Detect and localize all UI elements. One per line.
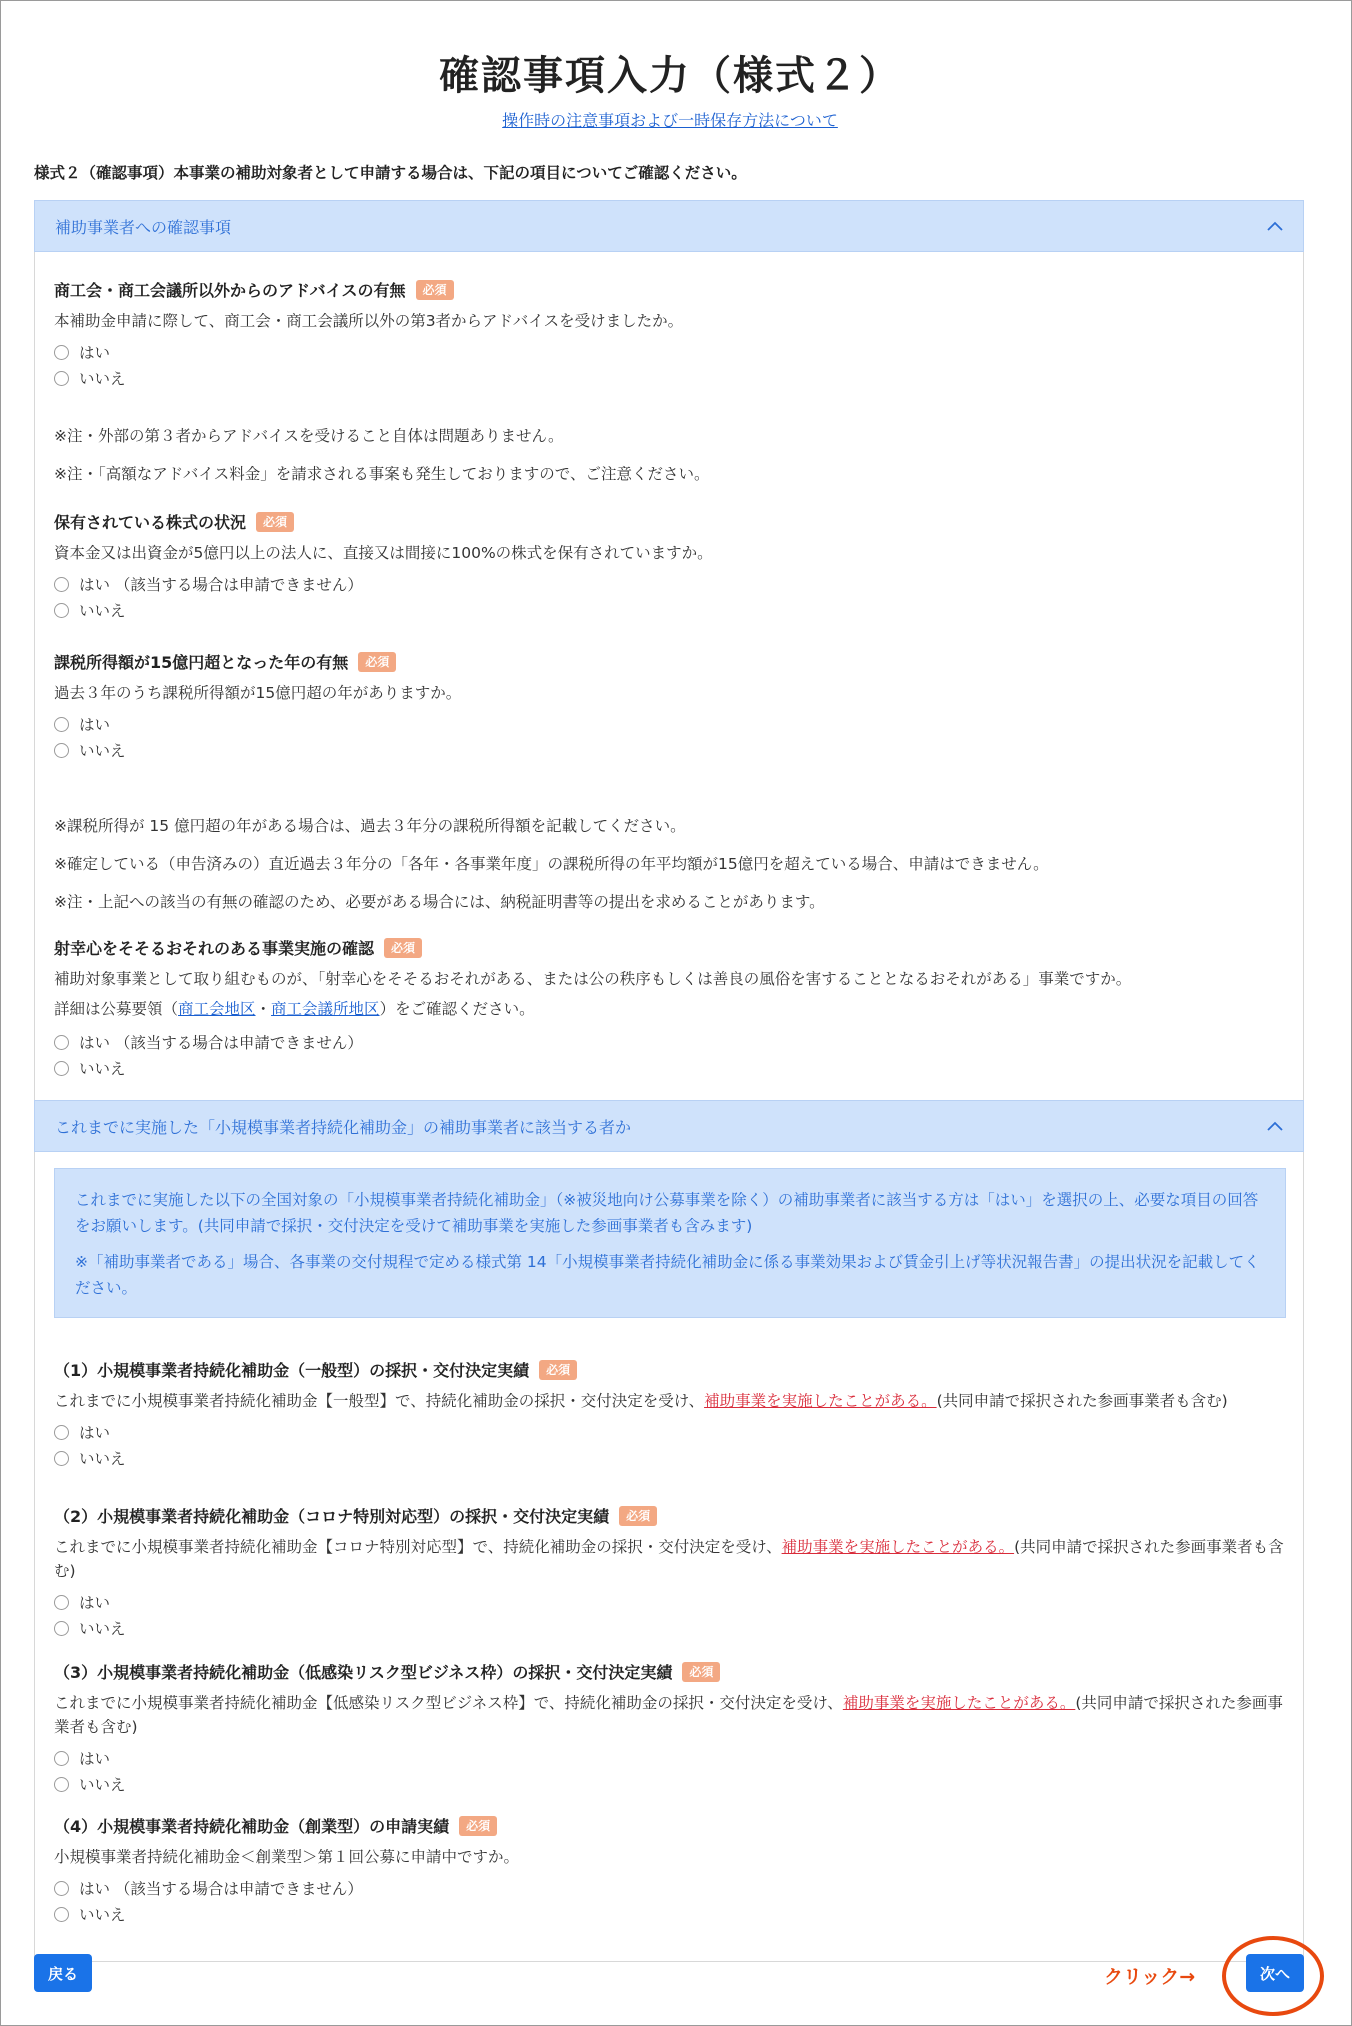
radio-yes[interactable] <box>54 1589 1294 1615</box>
radio-no[interactable] <box>54 1055 1131 1081</box>
radio-label: いいえ <box>79 1776 126 1794</box>
question-title: 課税所得額が15億円超となった年の有無 <box>54 653 349 672</box>
chevron-up-icon <box>1267 221 1283 231</box>
radio-yes[interactable] <box>54 1419 1294 1445</box>
section2-accordion-header[interactable] <box>34 1100 1304 1152</box>
radio-label: はい <box>79 1750 111 1768</box>
radio-label: いいえ <box>79 1060 126 1078</box>
radio-label: はい （該当する場合は申請できません） <box>79 576 363 594</box>
radio-label: はい <box>79 344 111 362</box>
radio-label: いいえ <box>79 1450 126 1468</box>
red-phrase: 補助事業を実施したことがある。 <box>842 1694 1076 1712</box>
note: ※課税所得が 15 億円超の年がある場合は、過去３年分の課税所得額を記載してください。 <box>54 817 686 835</box>
radio-circle-icon[interactable] <box>54 1777 69 1792</box>
radio-circle-icon[interactable] <box>54 1881 69 1896</box>
red-phrase: 補助事業を実施したことがある。 <box>781 1538 1015 1556</box>
info-text: これまでに実施した以下の全国対象の「小規模事業者持続化補助金」（※被災地向け公募事業を除く）の補助事業者に該当する方は「はい」を選択の上、必要な項目の回答をお願いします。(共同申請で採択・交付決定を受けて補助事業を実施した参画事業者も含みます) <box>75 1191 1259 1235</box>
question-prefix: これまでに小規模事業者持続化補助金【低感染リスク型ビジネス枠】で、持続化補助金の採択・交付決定を受け、 <box>54 1694 843 1712</box>
radio-circle-icon[interactable] <box>54 1751 69 1766</box>
radio-no[interactable] <box>54 737 461 763</box>
required-badge: 必須 <box>619 1506 657 1526</box>
question-suffix: (共同申請で採択された参画事業者も含む) <box>54 1694 1283 1736</box>
radio-yes[interactable] <box>54 571 713 597</box>
question-title: （1）小規模事業者持続化補助金（一般型）の採択・交付決定実績 <box>54 1361 530 1380</box>
radio-circle-icon[interactable] <box>54 1595 69 1610</box>
radio-circle-icon[interactable] <box>54 1061 69 1076</box>
radio-circle-icon[interactable] <box>54 345 69 360</box>
radio-label: いいえ <box>79 742 126 760</box>
detail-prefix: 詳細は公募要領（ <box>54 1000 179 1018</box>
question-text: 本補助金申請に際して、商工会・商工会議所以外の第3者からアドバイスを受けましたか。 <box>54 312 684 330</box>
radio-circle-icon[interactable] <box>54 1451 69 1466</box>
required-badge: 必須 <box>256 512 294 532</box>
red-phrase: 補助事業を実施したことがある。 <box>704 1392 937 1410</box>
question-title: 商工会・商工会議所以外からのアドバイスの有無 <box>54 281 406 300</box>
question-text: 小規模事業者持続化補助金＜創業型＞第１回公募に申請中ですか。 <box>54 1848 520 1866</box>
radio-circle-icon[interactable] <box>54 603 69 618</box>
click-annotation: クリック→ <box>1104 1966 1196 1988</box>
question-text <box>54 1535 1294 1583</box>
question-shares <box>54 510 713 623</box>
radio-circle-icon[interactable] <box>54 577 69 592</box>
radio-yes[interactable] <box>54 1875 1294 1901</box>
radio-label: はい <box>79 1594 111 1612</box>
question-text: 資本金又は出資金が5億円以上の法人に、直接又は間接に100%の株式を保有されていますか。 <box>54 544 713 562</box>
note: ※注・「高額なアドバイス料金」を請求される事案も発生しておりますので、ご注意ください。 <box>54 465 710 483</box>
intro-text: 様式２（確認事項）本事業の補助対象者として申請する場合は、下記の項目についてご確認ください。 <box>34 164 747 182</box>
required-badge: 必須 <box>384 938 422 958</box>
radio-no[interactable] <box>54 1901 1294 1927</box>
question-text: 過去３年のうち課税所得額が15億円超の年がありますか。 <box>54 684 462 702</box>
link-shokokaigisho[interactable]: 商工会議所地区 <box>271 1000 380 1018</box>
question-gambling <box>54 936 1131 1081</box>
question-suffix: (共同申請で採択された参画事業者も含む) <box>54 1538 1284 1580</box>
required-badge: 必須 <box>358 652 396 672</box>
radio-label: いいえ <box>79 602 126 620</box>
radio-no[interactable] <box>54 365 683 391</box>
note: ※注・外部の第３者からアドバイスを受けること自体は問題ありません。 <box>54 427 564 445</box>
section2-title: これまでに実施した「小規模事業者持続化補助金」の補助事業者に該当する者か <box>55 1117 632 1137</box>
question-title: （4）小規模事業者持続化補助金（創業型）の申請実績 <box>54 1817 450 1836</box>
detail-text <box>54 997 1131 1021</box>
next-button[interactable]: 次へ <box>1246 1954 1304 1992</box>
question-prefix: これまでに小規模事業者持続化補助金【一般型】で、持続化補助金の採択・交付決定を受け、 <box>54 1392 705 1410</box>
radio-circle-icon[interactable] <box>54 1621 69 1636</box>
note: ※注・上記への該当の有無の確認のため、必要がある場合には、納税証明書等の提出を求めることがあります。 <box>54 893 825 911</box>
radio-label: はい （該当する場合は申請できません） <box>79 1880 363 1898</box>
radio-circle-icon[interactable] <box>54 1425 69 1440</box>
question-suffix: (共同申請で採択された参画事業者も含む) <box>936 1392 1228 1410</box>
question-general-type <box>54 1358 1294 1471</box>
question-title: （3）小規模事業者持続化補助金（低感染リスク型ビジネス枠）の採択・交付決定実績 <box>54 1663 673 1682</box>
radio-yes[interactable] <box>54 711 461 737</box>
question-startup-type <box>54 1814 1294 1927</box>
info-note: ※「補助事業者である」場合、各事業の交付規程で定める様式第 14「小規模事業者持続化補助金に係る事業効果および賃金引上げ等状況報告書」の提出状況を記載してください。 <box>75 1253 1260 1297</box>
radio-yes[interactable] <box>54 1745 1294 1771</box>
section1-title: 補助事業者への確認事項 <box>55 217 232 237</box>
required-badge: 必須 <box>416 280 454 300</box>
radio-label: いいえ <box>79 1620 126 1638</box>
detail-suffix: ）をご確認ください。 <box>379 1000 535 1018</box>
required-badge: 必須 <box>539 1360 577 1380</box>
question-advice <box>54 278 683 391</box>
radio-circle-icon[interactable] <box>54 371 69 386</box>
radio-circle-icon[interactable] <box>54 743 69 758</box>
required-badge: 必須 <box>459 1816 497 1836</box>
question-taxable-income <box>54 650 461 763</box>
radio-no[interactable] <box>54 1771 1294 1797</box>
question-low-infection-type <box>54 1660 1294 1797</box>
question-prefix: これまでに小規模事業者持続化補助金【コロナ特別対応型】で、持続化補助金の採択・交付決定を受け、 <box>54 1538 782 1556</box>
radio-no[interactable] <box>54 597 713 623</box>
question-title: 射幸心をそそるおそれのある事業実施の確認 <box>54 939 375 958</box>
radio-no[interactable] <box>54 1445 1294 1471</box>
note: ※確定している（申告済みの）直近過去３年分の「各年・各事業年度」の課税所得の年平均額が15億円を超えている場合、申請はできません。 <box>54 855 1049 873</box>
question-title: （2）小規模事業者持続化補助金（コロナ特別対応型）の採択・交付決定実績 <box>54 1507 610 1526</box>
radio-circle-icon[interactable] <box>54 717 69 732</box>
question-text <box>54 1691 1294 1739</box>
question-text <box>54 1389 1294 1413</box>
required-badge: 必須 <box>682 1662 720 1682</box>
radio-no[interactable] <box>54 1615 1294 1641</box>
radio-circle-icon[interactable] <box>54 1035 69 1050</box>
page-title: 確認事項入力（様式２） <box>439 53 901 99</box>
radio-circle-icon[interactable] <box>54 1907 69 1922</box>
link-shokokai[interactable]: 商工会地区 <box>178 1000 256 1018</box>
question-title: 保有されている株式の状況 <box>54 513 247 532</box>
section1-accordion-header[interactable] <box>34 200 1304 252</box>
radio-yes[interactable] <box>54 1029 1131 1055</box>
guide-link[interactable]: 操作時の注意事項および一時保存方法について <box>502 111 838 130</box>
question-text: 補助対象事業として取り組むものが、「射幸心をそそるおそれがある、または公の秩序もしくは善良の風俗を害することとなるおそれがある」事業ですか。 <box>54 970 1132 988</box>
radio-label: はい （該当する場合は申請できません） <box>79 1034 363 1052</box>
radio-label: はい <box>79 716 111 734</box>
radio-label: いいえ <box>79 1906 126 1924</box>
form-page <box>18 18 1322 2008</box>
radio-label: はい <box>79 1424 111 1442</box>
separator: ・ <box>255 1000 272 1018</box>
chevron-up-icon <box>1267 1121 1283 1131</box>
back-button[interactable]: 戻る <box>34 1954 92 1992</box>
info-box <box>54 1168 1286 1318</box>
radio-yes[interactable] <box>54 339 683 365</box>
radio-label: いいえ <box>79 370 126 388</box>
question-corona-type <box>54 1504 1294 1641</box>
